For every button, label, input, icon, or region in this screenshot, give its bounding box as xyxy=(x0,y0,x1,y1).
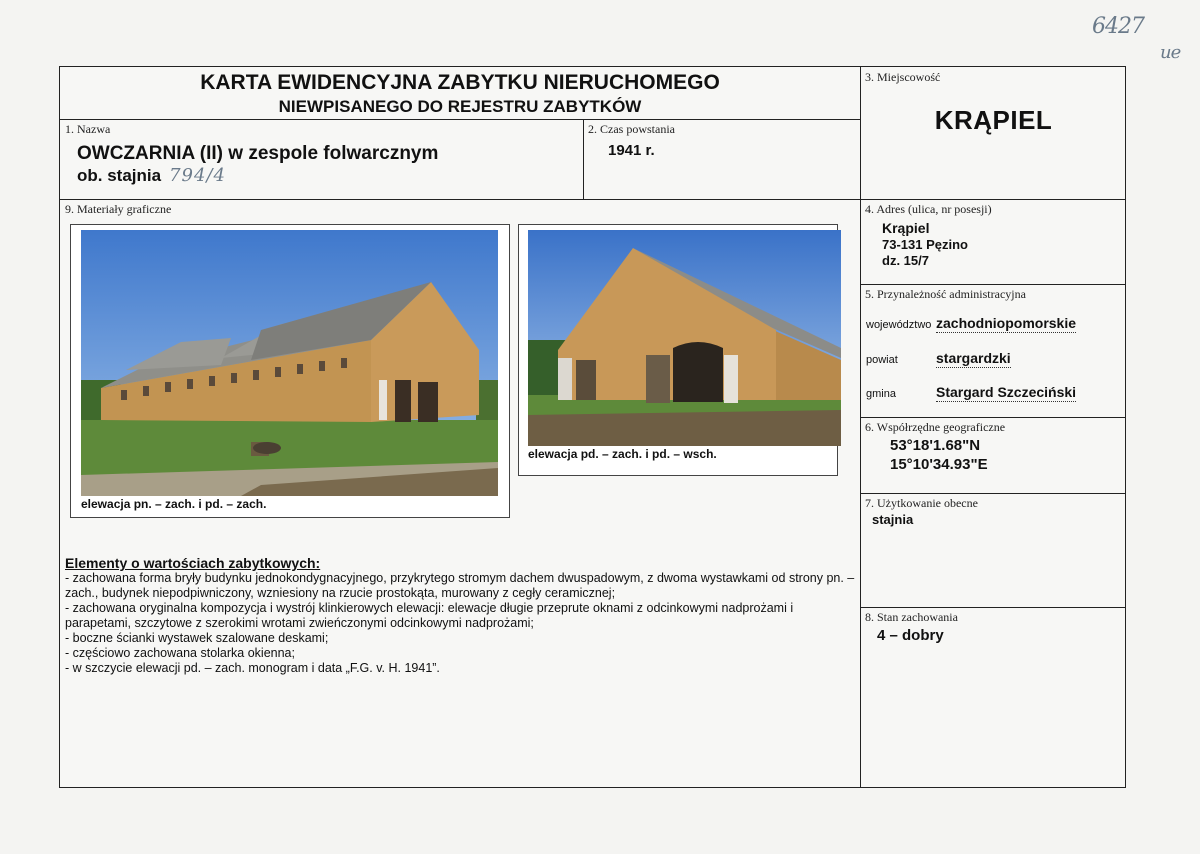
current-use: stajnia xyxy=(872,512,914,527)
graphics-label: 9. Materiały graficzne xyxy=(65,202,172,216)
object-name: OWCZARNIA (II) w zespole folwarcznym xyxy=(77,143,439,164)
photo-barn-south xyxy=(528,230,841,446)
historic-elements xyxy=(65,556,860,676)
handwritten-number: 794/4 xyxy=(169,165,226,186)
coords-longitude: 15°10'34.93"E xyxy=(890,456,988,473)
handwritten-initials: ue xyxy=(1160,42,1181,63)
construction-year: 1941 r. xyxy=(608,142,655,159)
commune-value: Stargard Szczeciński xyxy=(936,384,1077,400)
historic-element-item: - zachowana forma bryły budynku jednokondygnacyjnego, przykrytego stromym dachem dwuspadowym, z dwoma wystawkami od strony pn. – zach., budynek niepodpiwniczony, wzniesiony na rzucie prostokąta, murowany z cegły ceramicznej; xyxy=(65,571,855,600)
voivodeship-value: zachodniopomorskie xyxy=(936,315,1077,331)
coords-label: 6. Współrzędne geograficzne xyxy=(865,420,1006,434)
place-label: 3. Miejscowość xyxy=(865,70,941,84)
address-line-3: dz. 15/7 xyxy=(882,253,929,268)
handwritten-annotation: 6427 xyxy=(1092,14,1144,39)
time-label: 2. Czas powstania xyxy=(588,122,675,136)
historic-element-item: - częściowo zachowana stolarka okienna; xyxy=(65,646,295,660)
historic-element-item: - w szczycie elewacji pd. – zach. monogram i data „F.G. v. H. 1941”. xyxy=(65,661,440,675)
commune-key: gmina xyxy=(866,388,896,400)
address-line-2: 73-131 Pęzino xyxy=(882,237,968,252)
card-title: KARTA EWIDENCYJNA ZABYTKU NIERUCHOMEGO xyxy=(200,71,720,94)
name-label: 1. Nazwa xyxy=(65,122,111,136)
photo-caption-2: elewacja pd. – zach. i pd. – wsch. xyxy=(528,447,717,461)
historic-elements-title: Elementy o wartościach zabytkowych: xyxy=(65,555,321,571)
county-key: powiat xyxy=(866,354,898,366)
address-line-1: Krąpiel xyxy=(882,220,930,236)
voivodeship-key: województwo xyxy=(866,319,932,331)
photo-barn-north-west xyxy=(81,230,498,496)
historic-element-item: - boczne ścianki wystawek szalowane deskami; xyxy=(65,631,329,645)
historic-element-item: - zachowana oryginalna kompozycja i wystrój klinkierowych elewacji: elewacje długie przeprute oknami z odcinkowymi nadprożami i parapetami, szczytowe z szerokimi wrotami zwieńczonymi odcinkowymi nadprożami; xyxy=(65,601,794,630)
coords-latitude: 53°18'1.68"N xyxy=(890,437,981,454)
place-name: KRĄPIEL xyxy=(934,105,1053,135)
photo-caption-1: elewacja pn. – zach. i pd. – zach. xyxy=(81,497,267,511)
county-value: stargardzki xyxy=(936,350,1011,366)
state-label: 8. Stan zachowania xyxy=(865,610,958,624)
use-label: 7. Użytkowanie obecne xyxy=(865,496,978,510)
address-label: 4. Adres (ulica, nr posesji) xyxy=(865,202,992,216)
object-alt-name xyxy=(77,165,226,186)
record-card xyxy=(59,66,1126,788)
card-subtitle: NIEWPISANEGO DO REJESTRU ZABYTKÓW xyxy=(278,97,642,116)
admin-label: 5. Przynależność administracyjna xyxy=(865,287,1026,301)
object-alt-name-text: ob. stajnia xyxy=(77,166,162,185)
preservation-state: 4 – dobry xyxy=(877,627,944,644)
